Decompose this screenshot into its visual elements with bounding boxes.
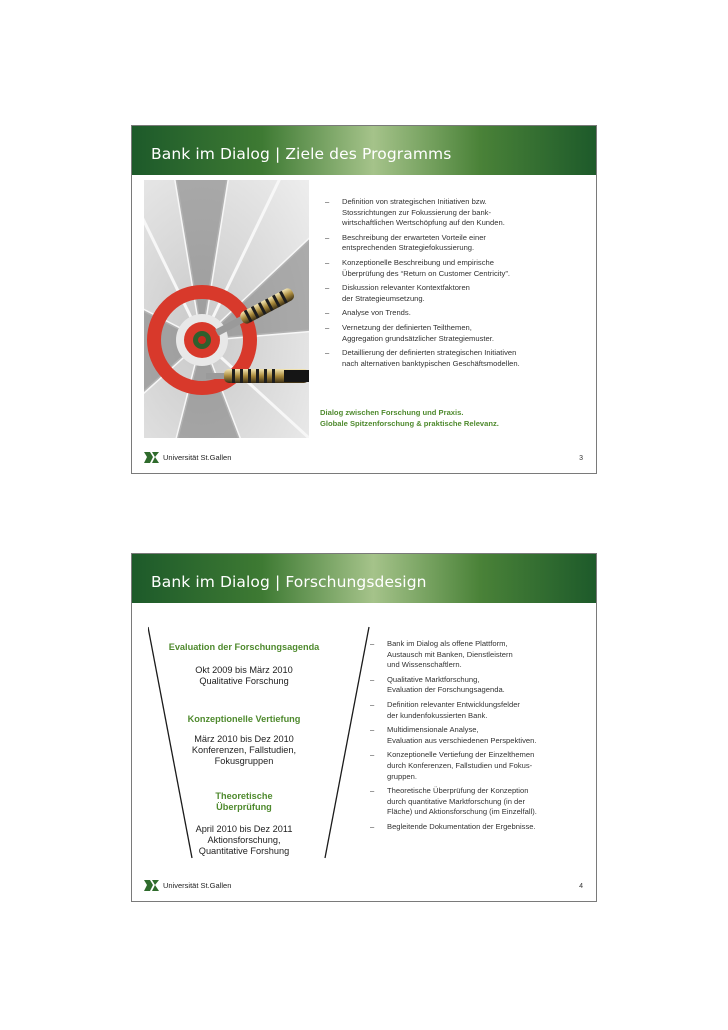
hsg-logo-icon [144, 879, 160, 892]
design-phase-pruefung: Theoretische Überprüfung [215, 791, 273, 812]
page-number: 4 [579, 883, 583, 890]
design-timeframe-2: März 2010 bis Dez 2010 Konferenzen, Fallstudien, Fokusgruppen [191, 734, 297, 766]
goals-bullet-list [325, 197, 590, 373]
design-timeframe-3: April 2010 bis Dez 2011 Aktionsforschung, Quantitative Forshung [195, 824, 293, 856]
list-item: – Vernetzung der definierten Teilthemen, Aggregation grundsätzlicher Strategiemuster. [325, 322, 494, 343]
list-item: – Definition relevanter Entwicklungsfelder der kundenfokussierten Bank. [370, 699, 520, 720]
dartboard-photo [144, 180, 309, 438]
slide-title-bar [132, 554, 596, 603]
list-item: – Bank im Dialog als offene Plattform, Austausch mit Banken, Dienstleistern und Wissenschaftlern. [370, 639, 513, 670]
hsg-logo-icon [144, 451, 160, 464]
conclusion-text: Dialog zwischen Forschung und Praxis. Globale Spitzenforschung & praktische Relevanz. [320, 408, 499, 428]
page-number: 3 [579, 455, 583, 462]
slide-title: Bank im Dialog | Forschungsdesign [151, 573, 427, 591]
design-timeframe-1: Okt 2009 bis März 2010 Qualitative Forschung [195, 665, 293, 686]
logo-name: Universität St.Gallen [163, 453, 232, 462]
slide-title: Bank im Dialog | Ziele des Programms [151, 145, 452, 163]
list-item: – Multidimensionale Analyse, Evaluation aus verschiedenen Perspektiven. [370, 725, 537, 745]
list-item: – Definition von strategischen Initiativen bzw. Stossrichtungen zur Fokussierung der bank- wirtschaftlichen Wertschöpfung auf den Kunden. [325, 197, 505, 228]
list-item: – Konzeptionelle Vertiefung der Einzelthemen durch Konferenzen, Fallstudien und Fokus- gruppen. [370, 750, 535, 781]
design-phase-evaluation: Evaluation der Forschungsagenda [168, 642, 320, 652]
logo-name: Universität St.Gallen [163, 881, 232, 890]
design-phase-vertiefung: Konzeptionelle Vertiefung [187, 714, 301, 724]
list-item: – Theoretische Überprüfung der Konzeption durch quantitative Marktforschung (in der Fläche) und Aktionsforschung (im Einzelfall). [370, 786, 537, 817]
list-item: – Qualitative Marktforschung, Evaluation der Forschungsagenda. [370, 674, 505, 695]
list-item: – Beschreibung der erwarteten Vorteile einer entsprechenden Strategiefokussierung. [325, 232, 486, 253]
slide-goals [131, 125, 597, 474]
list-item: – Analyse von Trends. [325, 308, 411, 318]
list-item: – Begleitende Dokumentation der Ergebnisse. [370, 821, 536, 831]
university-logo [144, 451, 231, 464]
slide-title-bar [132, 126, 596, 175]
list-item: – Konzeptionelle Beschreibung und empirische Überprüfung des “Return on Customer Centricity”. [325, 257, 510, 278]
slide-research-design [131, 553, 597, 902]
list-item: – Diskussion relevanter Kontextfaktoren der Strategieumsetzung. [325, 283, 470, 303]
design-bullet-list [370, 639, 592, 837]
university-logo [144, 879, 231, 892]
list-item: – Detaillierung der definierten strategischen Initiativen nach alternativen banktypischen Geschäftsmodellen. [325, 348, 520, 368]
